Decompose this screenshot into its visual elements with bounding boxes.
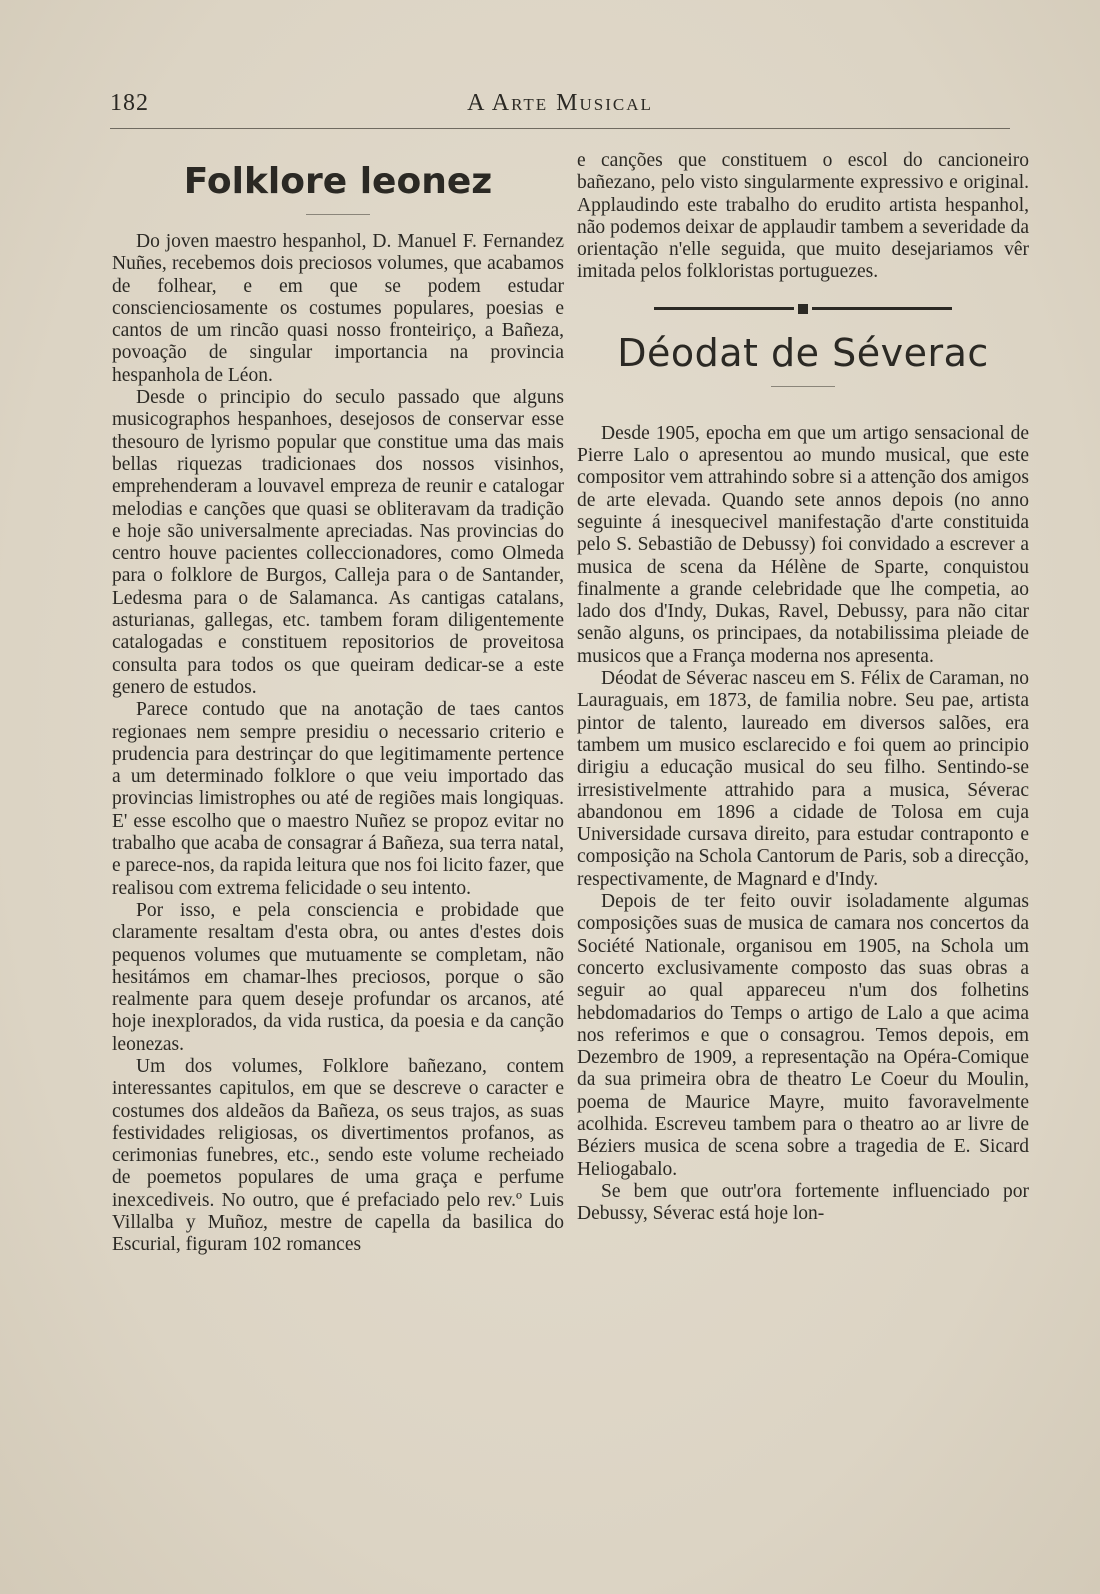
page-header [110,90,1010,130]
right-column [577,150,1029,1225]
paragraph: Se bem que outr'ora fortemente influenciado por Debussy, Séverac está hoje lon- [577,1180,1029,1225]
ornament-bar [654,307,794,310]
section-ornament [577,304,1029,314]
page-number: 182 [110,90,149,116]
paragraph: Desde 1905, epocha em que um artigo sensacional de Pierre Lalo o apresentou ao mundo musical, que este compositor vem attrahindo sobre si a attenção dos amigos de arte elevada. Quando sete annos depois (no anno seguinte á inesquecivel manifestação d'arte constituida pelo S. Sebastião de Debussy) foi convidado a escrever a musica de scena da Hélène de Sparte, conquistou finalmente a grande celebridade que lhe competia, ao lado dos d'Indy, Dukas, Ravel, Debussy, para não citar senão alguns, os principaes, da notabilissima pleiade de musicos que a França moderna nos apresenta. [577,422,1029,667]
paragraph-continuation: e canções que constituem o escol do cancioneiro bañezano, pelo visto singularmente expressivo e original. Applaudindo este trabalho do erudito artista hespanhol, não podemos deixar de applaudir tambem a severidade da orientação n'elle seguida, que muito desejariamos vêr imitada pelos folkloristas portuguezes. [577,150,1029,283]
paragraph: Déodat de Séverac nasceu em S. Félix de Caraman, no Lauraguais, em 1873, de familia nobre. Seu pae, artista pintor de talento, laureado em diversos salões, era tambem um musico esclarecido e foi quem ao principio dirigiu a educação musical do seu filho. Sentindo-se irresistivelmente attrahido para a musica, Séverac abandonou em 1896 a cidade de Tolosa em cuja Universidade cursava direito, para estudar contraponto e composição na Schola Cantorum de Paris, sob a direcção, respectivamente, de Magnard e d'Indy. [577,668,1029,890]
ornament-square [798,304,808,314]
paragraph: Do joven maestro hespanhol, D. Manuel F. Fernandez Nuñes, recebemos dois preciosos volumes, que acabamos de folhear, e em que se podem estudar conscienciosamente os costumes populares, poesias e cantos de um rincão quasi nosso fronteiriço, a Bañeza, povoação de singular importancia na provincia hespanhola de Léon. [112,231,564,386]
paragraph: Um dos volumes, Folklore bañezano, contem interessantes capitulos, em que se descreve o caracter e costumes dos aldeãos da Bañeza, os seus trajos, as suas festividades religiosas, os divertimentos profanos, as cerimonias funebres, etc., sendo este volume recheiado de poemetos populares de uma graça e perfume inexcediveis. No outro, que é prefaciado pelo rev.º Luis Villalba y Muñoz, mestre de capella da basilica do Escurial, figuram 102 romances [112,1055,564,1256]
header-divider [110,128,1010,129]
article-title-folklore: Folklore leonez [183,161,493,202]
title-divider [771,386,835,387]
paragraph: Por isso, e pela consciencia e probidade que claramente resaltam d'esta obra, ou antes d'estes dois pequenos volumes que mutuamente se completam, não hesitámos em chamar-lhes preciosos, porque o são realmente para quem deseje profundar os arcanos, até hoje inexplorados, da vida rustica, da poesia e da canção leonezas. [112,899,564,1055]
journal-title: A Arte Musical [467,90,653,116]
spacer [577,403,1029,423]
paragraph: Parece contudo que na anotação de taes cantos regionaes nem sempre presidiu o necessario criterio e prudencia para destrinçar do que legitimamente pertence a um determinado folklore o que veiu importado das provincias limistrophes ou até de regiões mais longiquas. E' esse escolho que o maestro Nuñez se propoz evitar no trabalho que acaba de consagrar á Bañeza, sua terra natal, e parece-nos, da rapida leitura que nos foi licito fazer, que realisou com extrema felicidade o seu intento. [112,699,564,899]
left-column [112,150,564,1257]
ornament-bar [812,307,952,310]
paragraph: Depois de ter feito ouvir isoladamente algumas composições suas de musica de camara nos concertos da Société Nationale, organisou em 1905, na Schola um concerto exclusivamente composto das suas obras a seguir ao qual appareceu n'um dos folhetins hebdomadarios do Temps o artigo de Lalo a que acima nos referimos e que o consagrou. Temos depois, em Dezembro de 1909, a representação na Opéra-Comique da sua primeira obra de theatro Le Coeur du Moulin, poema de Maurice Mayre, muito favoravelmente acolhida. Escreveu tambem para o theatro ao ar livre de Béziers musica de scena sobre a tragedia de E. Sicard Heliogabalo. [577,891,1029,1180]
article-title-severac: Déodat de Séverac [617,330,989,375]
paragraph: Desde o principio do seculo passado que alguns musicographos hespanhoes, desejosos de conservar esse thesouro de lyrismo popular que constitue uma das mais bellas riquezas tradicionaes dos nossos visinhos, emprehenderam a louvavel empreza de reunir e catalogar melodias e canções que quasi se obliteravam da tradição e hoje são universalmente apreciadas. Nas provincias do centro houve pacientes colleccionadores, como Olmeda para o folklore de Burgos, Calleja para o de Santander, Ledesma para o de Salamanca. As cantigas catalans, asturianas, gallegas, etc. tambem foram diligentemente catalogadas e constituem repositorios de proveitosa consulta para todos os que queiram dedicar-se a este genero de estudos. [112,387,564,698]
title-divider [306,214,370,215]
